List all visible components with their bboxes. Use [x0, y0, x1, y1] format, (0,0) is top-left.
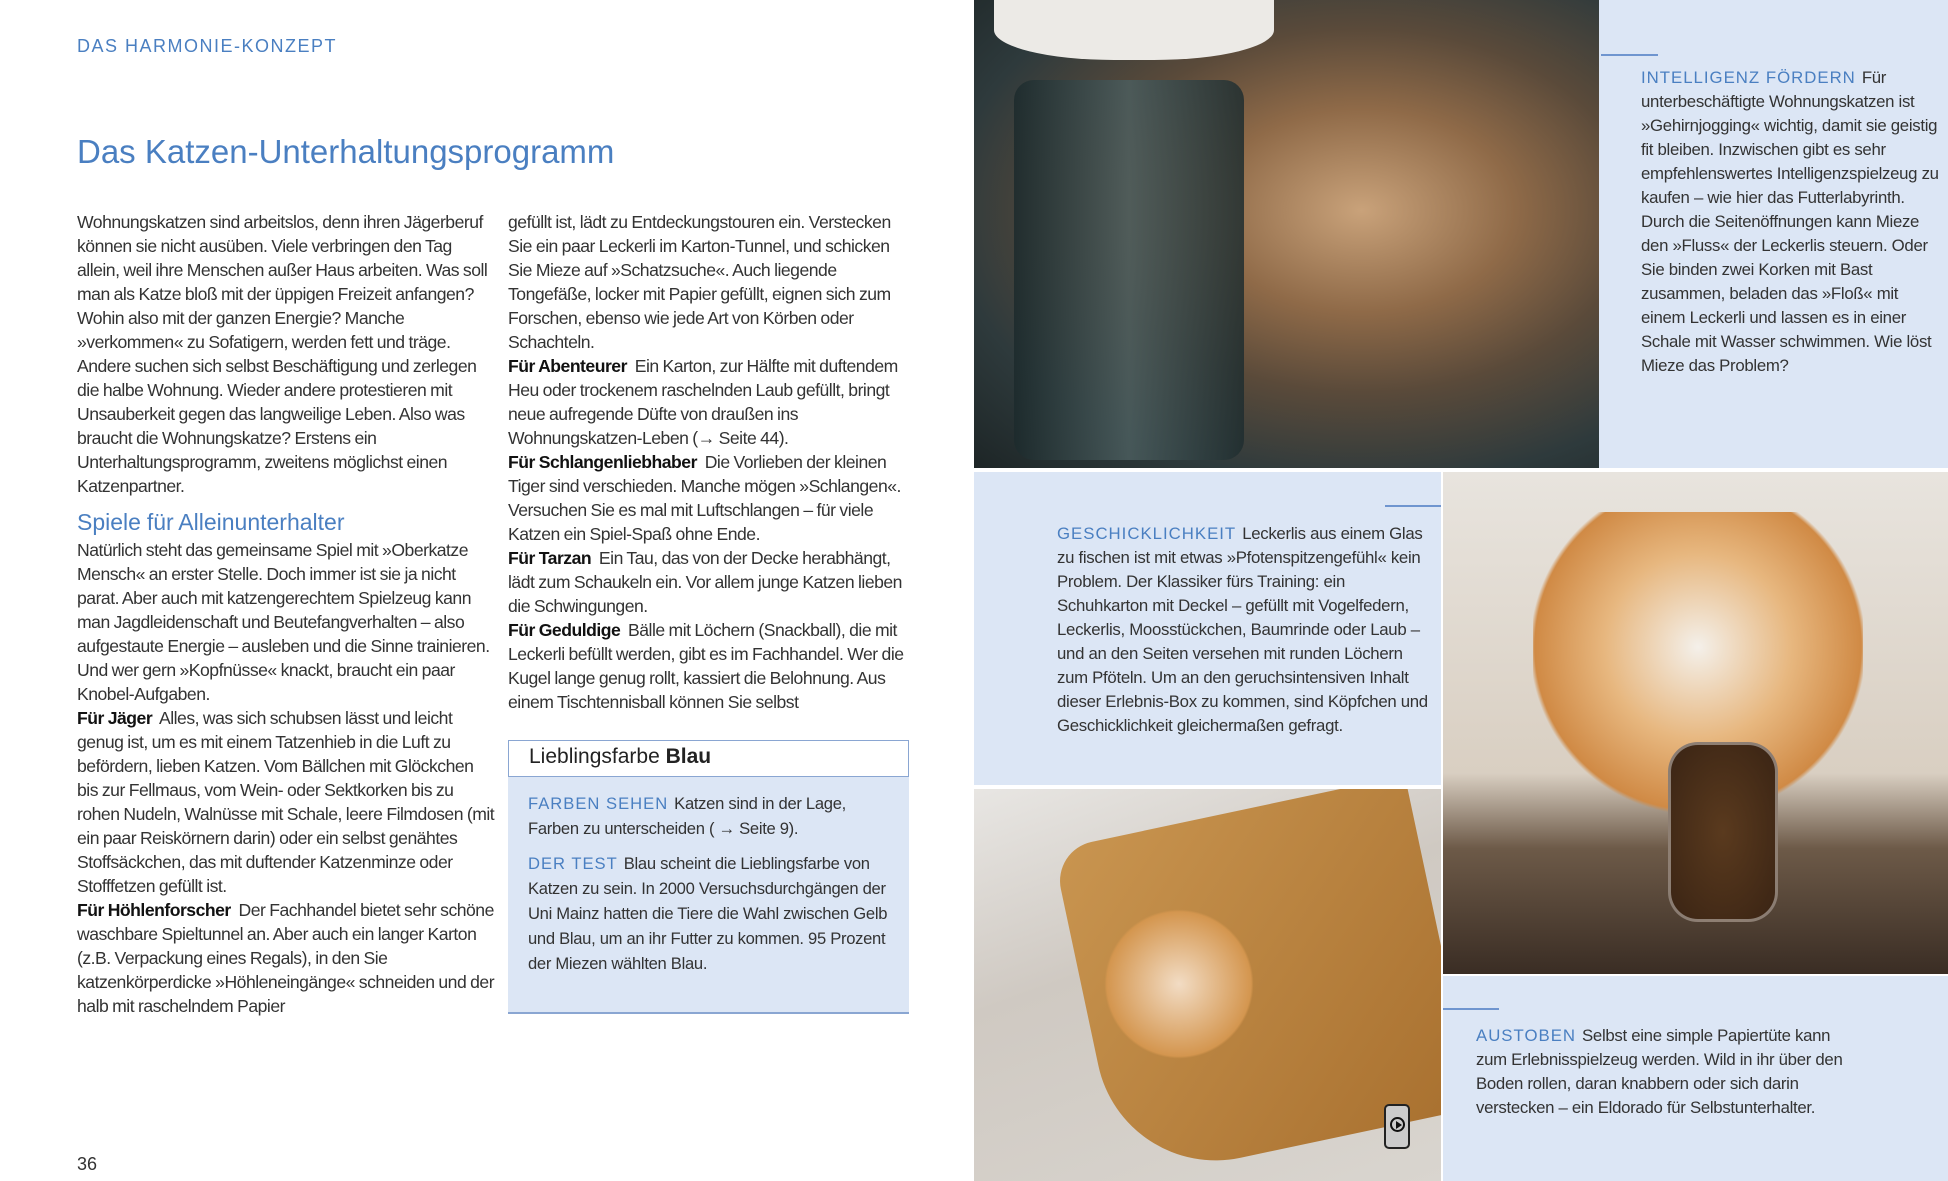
caption-austoben — [1476, 1024, 1861, 1120]
section-paragraph: Natürlich steht das gemeinsame Spiel mit »Oberkatze Mensch« an erster Stelle. Doch immer ist sie ja nicht parat. Aber auch mit katzengerechtem Spielzeug kann man Jagdleidenschaft und Beutefangverhalten – also aufgestaute Energie – ausleben und die Sinne trainieren. Und wer gern »Kopfnüsse« knackt, braucht ein paar Knobel-Aufgaben. — [77, 540, 490, 704]
caption-label: AUSTOBEN — [1476, 1026, 1577, 1045]
caption-geschicklichkeit — [1057, 522, 1432, 738]
caption-rule — [1385, 505, 1441, 507]
title-light: Lieblingsfarbe — [529, 745, 660, 768]
caption-rule — [1601, 54, 1658, 56]
entry-label: DER TEST — [528, 854, 618, 873]
caption-rule — [1443, 1008, 1499, 1010]
info-box-title — [508, 740, 909, 777]
item-text: Bälle mit Löchern (Snackball), die mit Leckerli befüllt werden, gibt es im Fachhandel. Wer die Kugel lange genug rollt, kassiert die Belohnung. Aus einem Tischtennisball können Sie selbst — [508, 620, 904, 712]
section-heading: Spiele für Alleinunterhalter — [77, 509, 345, 535]
intro-paragraph: Wohnungskatzen sind arbeitslos, denn ihren Jägerberuf können sie nicht ausüben. Viele verbringen den Tag allein, weil ihre Menschen außer Haus arbeiten. Was soll man als Katze bloß mit der üppigen Freizeit anfangen? Wohin also mit der ganzen Energie? Manche »verkommen« zu Sofatigern, werden fett und träge. Andere suchen sich selbst Beschäftigung und zerlegen die halbe Wohnung. Wieder andere protestieren mit Unsauberkeit gegen das langweilige Leben. Also was braucht die Wohnungskatze? Erstens ein Unterhaltungsprogramm, zweitens möglichst einen Katzenpartner. — [77, 212, 488, 496]
item-text: Die Vorlieben der kleinen Tiger sind verschieden. Manche mögen »Schlangen«. Versuchen Sie es mal mit Luftschlangen – für viele Katzen ein Spiel-Spaß ohne Ende. — [508, 452, 901, 544]
page-title: Das Katzen-Unterhaltungsprogramm — [77, 133, 615, 170]
item-jaeger — [77, 706, 495, 898]
column-1 — [77, 210, 495, 1018]
info-box — [508, 740, 909, 1014]
video-phone-icon[interactable] — [1384, 1104, 1410, 1149]
item-label: Für Geduldige — [508, 620, 621, 640]
jar-shape — [1668, 742, 1778, 922]
item-label: Für Schlangenliebhaber — [508, 452, 697, 472]
caption-text: Leckerlis aus einem Glas zu fischen ist mit etwas »Pfotenspitzengefühl« kein Problem. Der Klassiker fürs Training: ein Schuhkarton mit Deckel – gefüllt mit Vogelfedern, Leckerlis, Moosstückchen, Baumrinde oder Laub – und an den Seiten versehen mit runden Löchern zum Pföteln. Um an den geruchsintensiven Inhalt dieser Erlebnis-Box zu kommen, sind Köpfchen und Geschicklichkeit gleichermaßen gefragt. — [1057, 524, 1428, 735]
column-2 — [508, 210, 910, 714]
caption-text: Für unterbeschäftigte Wohnungskatzen ist »Gehirnjogging« wichtig, damit sie geistig fit bleiben. Inzwischen gibt es sehr empfehlenswertes Intelligenzspielzeug zu kaufen – wie hier das Futterlabyrinth. Durch die Seitenöffnungen kann Mieze den »Fluss« der Leckerlis steuern. Oder Sie binden zwei Korken mit Bast zusammen, beladen das »Floß« mit einem Leckerli und lassen es in einer Schale mit Wasser schwimmen. Wie löst Mieze das Problem? — [1641, 68, 1939, 375]
caption-intelligenz — [1641, 66, 1941, 378]
entry-text: Blau scheint die Lieblingsfarbe von Katzen zu sein. In 2000 Versuchsdurchgängen der Uni Mainz hatten die Tiere die Wahl zwischen Gelb und Blau, um an ihr Futter zu kommen. 95 Prozent der Miezen wählten Blau. — [528, 854, 888, 973]
entry-label: FARBEN SEHEN — [528, 794, 669, 813]
photo-cat-jar — [1443, 472, 1948, 974]
caption-text: Selbst eine simple Papiertüte kann zum Erlebnisspielzeug werden. Wild in ihr über den Boden rollen, daran knabbern oder sich darin verstecken – ein Eldorado für Selbstunterhalter. — [1476, 1026, 1843, 1117]
box-entry — [528, 851, 889, 976]
title-bold: Blau — [665, 745, 712, 768]
labyrinth-body — [1014, 80, 1244, 460]
left-page-body — [77, 210, 495, 1175]
item-geduldige — [508, 618, 910, 714]
item-label: Für Jäger — [77, 708, 153, 728]
page-number: 36 — [77, 1154, 98, 1174]
item-text: Der Fachhandel bietet sehr schöne waschbare Spieltunnel an. Aber auch ein langer Karton (z.B. Verpackung eines Regals), in den Sie katzenkörperdicke »Höhleneingänge« schneiden und der halb mit raschelndem Papier — [77, 900, 495, 1016]
section-kicker: DAS HARMONIE-KONZEPT — [77, 36, 338, 56]
item-text: Alles, was sich schubsen lässt und leicht genug ist, um es mit einem Tatzenhieb in die Luft zu befördern, lieben Katzen. Vom Bällchen mit Glöckchen bis zur Fellmaus, vom Wein- oder Sektkorken bis zu rohen Nudeln, Walnüsse mit Schale, leere Filmdosen (mit ein paar Reiskörnern darin) oder ein selbst genähtes Stoffsäckchen, das mit duftender Katzenminze oder Stofffetzen gefüllt ist. — [77, 708, 495, 896]
info-box-body — [508, 777, 909, 1000]
continued-paragraph: gefüllt ist, lädt zu Entdeckungstouren ein. Verstecken Sie ein paar Leckerli im Karton-Tunnel, und schicken Sie Mieze auf »Schatzsuche«. Auch liegende Tongefäße, locker mit Papier gefüllt, eignen sich zum Forschen, ebenso wie jede Art von Körben oder Schachteln. — [508, 212, 891, 352]
column-2-wrap — [508, 210, 910, 1014]
caption-label: INTELLIGENZ FÖRDERN — [1641, 68, 1856, 87]
item-schlangenliebhaber — [508, 450, 910, 546]
item-text: Ein Karton, zur Hälfte mit duftendem Heu oder trockenem raschelnden Laub gefüllt, bringt neue aufregende Düfte von draußen ins Wohnungskatzen-Leben (→ Seite 44). — [508, 356, 898, 448]
item-abenteurer — [508, 354, 910, 450]
item-label: Für Tarzan — [508, 548, 592, 568]
entry-text: Katzen sind in der Lage, Farben zu unterscheiden ( → Seite 9). — [528, 794, 846, 838]
item-label: Für Höhlenforscher — [77, 900, 231, 920]
item-hoehlenforscher — [77, 898, 495, 1018]
cat-shape — [1094, 899, 1264, 1069]
labyrinth-lid — [994, 0, 1274, 60]
photo-cat-food-labyrinth — [974, 0, 1599, 468]
caption-label: GESCHICKLICHKEIT — [1057, 524, 1237, 543]
item-label: Für Abenteurer — [508, 356, 627, 376]
photo-cat-paper-bag — [974, 789, 1441, 1181]
box-entry — [528, 791, 889, 841]
item-tarzan — [508, 546, 910, 618]
play-triangle-icon — [1396, 1121, 1402, 1129]
item-text: Ein Tau, das von der Decke herabhängt, lädt zum Schaukeln ein. Vor allem junge Katzen lieben die Schwingungen. — [508, 548, 902, 616]
